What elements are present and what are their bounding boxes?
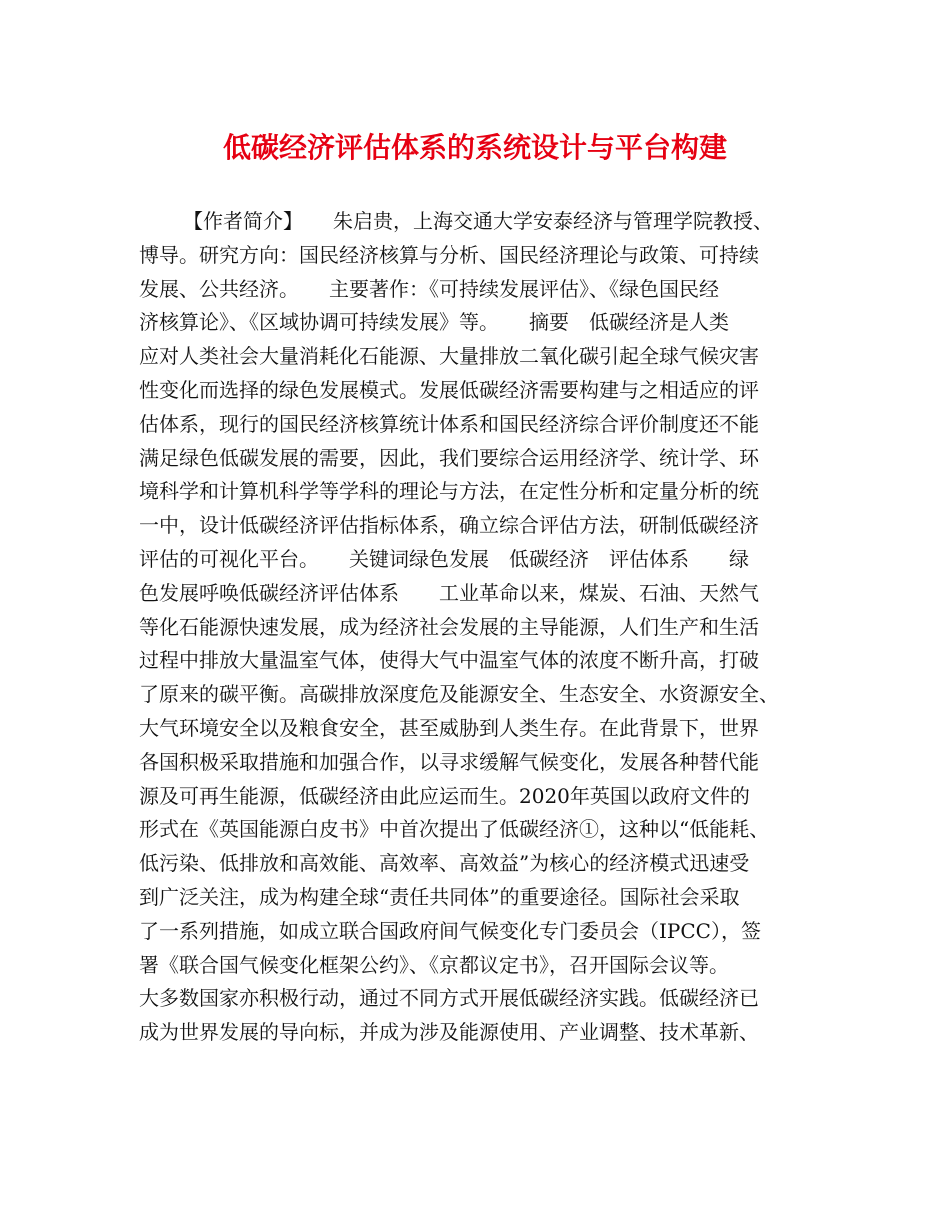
body-line: 源及可再生能源，低碳经济由此应运而生。2020年英国以政府文件的 xyxy=(139,783,750,808)
body-line: 过程中排放大量温室气体，使得大气中温室气体的浓度不断升高，打破 xyxy=(139,648,759,673)
body-line: 大气环境安全以及粮食安全，甚至威胁到人类生存。在此背景下，世界 xyxy=(139,715,759,740)
body-line: 【作者简介】 朱启贵，上海交通大学安泰经济与管理学院教授、 xyxy=(183,209,773,233)
document-title: 低碳经济评估体系的系统设计与平台构建 xyxy=(222,131,727,164)
body-line: 博导。研究方向：国民经济核算与分析、国民经济理论与政策、可持续 xyxy=(139,242,759,267)
body-line: 到广泛关注，成为构建全球“责任共同体”的重要途径。国际社会采取 xyxy=(139,884,740,909)
body-line: 境科学和计算机科学等学科的理论与方法，在定性分析和定量分析的统 xyxy=(139,479,759,504)
body-line: 应对人类社会大量消耗化石能源、大量排放二氧化碳引起全球气候灾害 xyxy=(139,344,759,369)
body-line: 济核算论》、《区域协调可持续发展》等。 摘要 低碳经济是人类 xyxy=(139,310,729,335)
body-line: 署《联合国气候变化框架公约》、《京都议定书》，召开国际会议等。 xyxy=(139,952,729,977)
body-line: 大多数国家亦积极行动，通过不同方式开展低碳经济实践。低碳经济已 xyxy=(139,986,759,1011)
body-line: 了原来的碳平衡。高碳排放深度危及能源安全、生态安全、水资源安全、 xyxy=(139,682,779,707)
body-line: 色发展呼唤低碳经济评估体系 工业革命以来，煤炭、石油、天然气 xyxy=(139,580,759,605)
document-body xyxy=(139,205,819,1050)
body-line: 估体系，现行的国民经济核算统计体系和国民经济综合评价制度还不能 xyxy=(139,411,759,436)
body-line: 低污染、低排放和高效能、高效率、高效益”为核心的经济模式迅速受 xyxy=(139,851,750,876)
body-line: 了一系列措施，如成立联合国政府间气候变化专门委员会（IPCC），签 xyxy=(139,918,761,943)
body-line: 性变化而选择的绿色发展模式。发展低碳经济需要构建与之相适应的评 xyxy=(139,377,759,402)
body-line: 满足绿色低碳发展的需要，因此，我们要综合运用经济学、统计学、环 xyxy=(139,445,759,470)
body-line: 发展、公共经济。 主要著作：《可持续发展评估》、《绿色国民经 xyxy=(139,276,719,301)
body-line: 各国积极采取措施和加强合作，以寻求缓解气候变化，发展各种替代能 xyxy=(139,749,759,774)
body-line: 成为世界发展的导向标，并成为涉及能源使用、产业调整、技术革新、 xyxy=(139,1020,759,1045)
body-line: 评估的可视化平台。 关键词绿色发展 低碳经济 评估体系 绿 xyxy=(139,546,749,571)
body-line: 一中，设计低碳经济评估指标体系，确立综合评估方法，研制低碳经济 xyxy=(139,513,759,538)
body-line: 形式在《英国能源白皮书》中首次提出了低碳经济①，这种以“低能耗、 xyxy=(139,817,770,842)
body-line: 等化石能源快速发展，成为经济社会发展的主导能源，人们生产和生活 xyxy=(139,614,759,639)
